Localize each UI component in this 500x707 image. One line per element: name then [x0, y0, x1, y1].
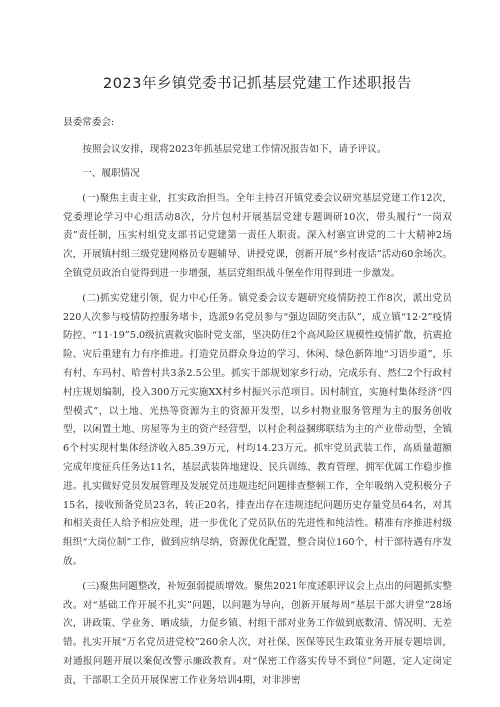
paragraph-1: (一)聚焦主责主业，扛实政治担当。全年主持召开镇党委会议研究基层党建工作12次，党委理论学习中心组活动8次，分片包村开展基层党建专题调研10次，带头履行“一岗双责”责任制，压实村组党支部书记党建第一责任人职责。深入村寨宣讲党的二十大精神2场次，开展镇村组三级党建网格员专题辅导、讲授党课，创新开展“乡村夜话”活动60余场次。全镇党员政治自觉得到进一步增强，基层党组织战斗堡垒作用得到进一步激发。 — [63, 192, 452, 279]
paragraph-3: (三)聚焦问题整改，补短强弱提质增效。聚焦2021年度述职评议会上点出的问题抓实整改。对“基础工作开展不扎实”问题，以问题为导向，创新开展每周“基层干部大讲堂”28场次，讲政策、学业务、晒成绩，力促乡镇、村组干部对业务工作做到底数清、情况明、无差错。扎实开展“万名党员进党校”260余人次，对社保、医保等民生政策业务开展专题培训，对通报问题开展以案促改警示廉政教育。对“保密工作落实传导不到位”问题，定人定岗定责，干部职工全员开展保密工作业务培训4期，对非涉密 — [63, 580, 452, 686]
document-title: 2023年乡镇党委书记抓基层党建工作述职报告 — [103, 76, 412, 92]
intro-paragraph: 按照会议安排，现将2023年抓基层党建工作情况报告如下，请予评议。 — [82, 144, 387, 155]
section-heading: 一、履职情况 — [82, 167, 140, 179]
salutation: 县委常委会: — [63, 117, 115, 128]
paragraph-2: (二)抓实党建引领，促力中心任务。镇党委会议专题研究疫情防控工作8次，派出党员220人次参与疫情防控服务堵卡，选派9名党员参与“强边固防突击队”，成立镇“12·2”疫情防控、“11·19”5.0级抗震救灾临时党支部，坚决防住2个高风险区规模性疫情扩散，抗震抢险、灾后重建有力有序推进。打造党员群众身边的学习、休闲、绿色新阵地“习语步道”，乐有村、车玛村、哈普村共3条2.5公里。抓实干部规划家乡行动，完成乐有、然仁2个行政村村庄规划编制，投入300万元实施XX村乡村振兴示范项目。因村制宜，实施村集体经济“四型模式”，以土地、光热等资源为主的资源开发型，以乡村物业服务管理为主的服务创收型，以闲置土地、房屋等为主的资产经营型，以村企利益捆绑联结为主的产业带动型，全镇6个村实现村集体经济收入85.39万元，村均14.23万元。抓牢党员武装工作，高质量超额完成年度征兵任务达11名，基层武装阵地建设、民兵训练、教育管理、拥军优属工作稳步推进。扎实做好党员发展管理及发展党员违规违纪问题排查整顿工作，全年吸纳入党积极分子15名，接收预备党员23名，转正20名，排查出存在违规违纪问题历史存量党员64名，对其和相关责任人给予相应处理，进一步优化了党员队伍的先进性和纯洁性。精准有序推进村级组织“大岗位制”工作，做到应纳尽纳，资源优化配置，整合岗位160个，村干部待遇有序发放。 — [63, 292, 452, 567]
